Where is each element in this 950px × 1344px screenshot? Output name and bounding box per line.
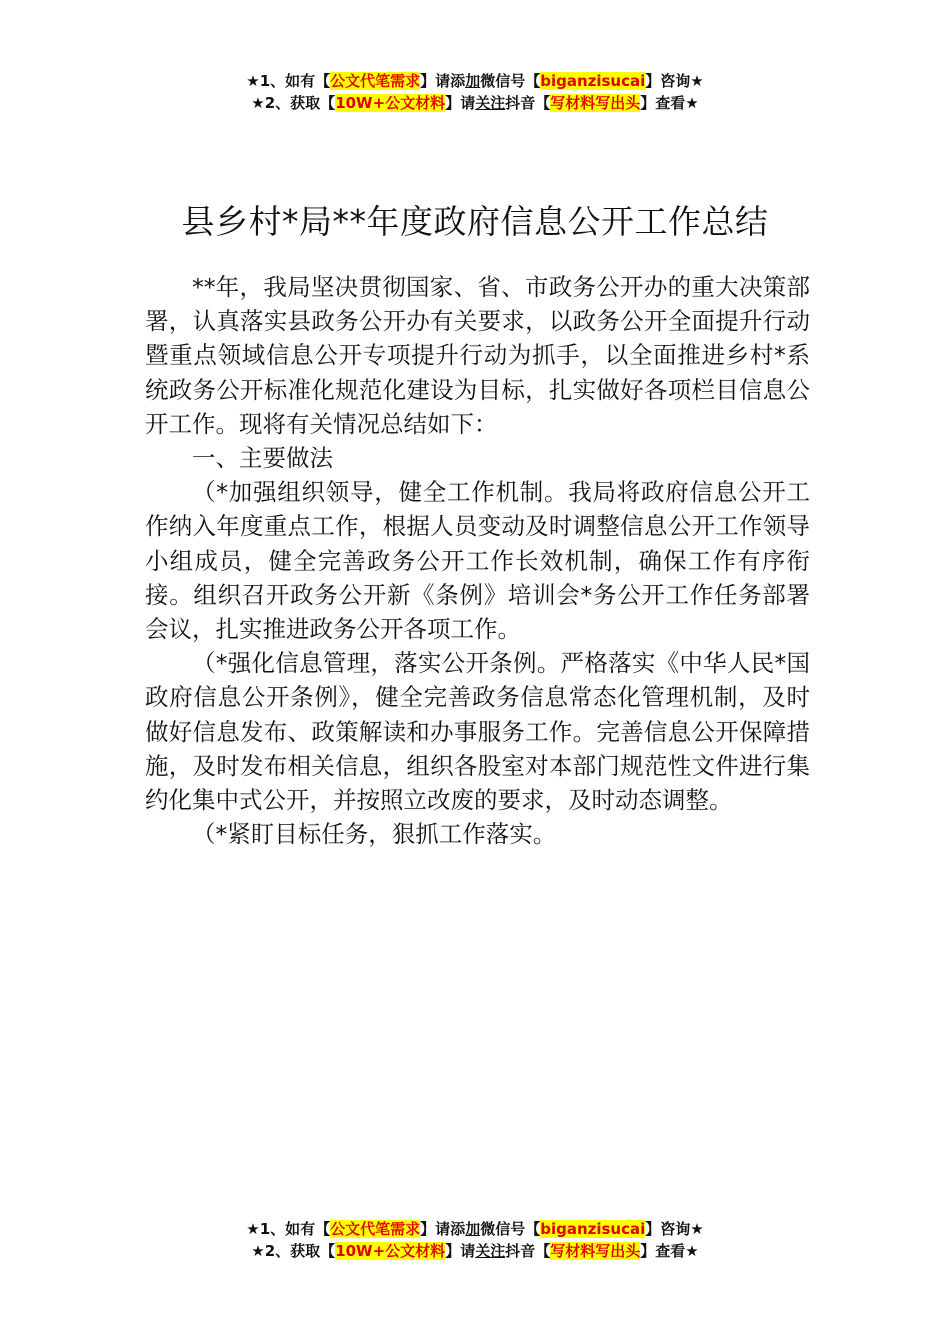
banner-text: ★1、如有【 [246, 72, 331, 90]
banner-text: 微信号【 [480, 72, 541, 90]
body-paragraph: （*加强组织领导，健全工作机制。我局将政府信息公开工作纳入年度重点工作，根据人员变动及时调整信息公开工作领导小组成员，健全完善政务公开工作长效机制，确保工作有序衔接。组织召开政务公开新《条例》培训会*务公开工作任务部署会议，扎实推进政务公开各项工作。 [145, 478, 810, 644]
section-heading: 一、主要做法 [192, 444, 333, 473]
banner-text: ★2、获取【 [251, 94, 336, 112]
banner-text: 】请添 [420, 72, 466, 90]
banner-emphasis: 关注 [475, 1242, 506, 1260]
banner-highlight: 公文代笔需求 [330, 1220, 421, 1238]
banner-text: 】查看★ [640, 1242, 699, 1260]
banner-highlight: 10W+公文材料 [335, 94, 446, 112]
banner-text: 】请 [445, 94, 476, 112]
banner-line-2 [0, 92, 950, 114]
banner-emphasis: 关注 [475, 94, 506, 112]
banner-line-1 [0, 1218, 950, 1240]
banner-emphasis: 加 [465, 1220, 481, 1238]
document-title: 县乡村*局**年度政府信息公开工作总结 [181, 202, 769, 242]
header-banner [0, 70, 950, 114]
banner-emphasis: 加 [465, 72, 481, 90]
document-body [145, 270, 810, 851]
banner-text: 】请 [445, 1242, 476, 1260]
banner-text: 】咨询★ [645, 1220, 704, 1238]
banner-highlight: biganzisucai [540, 72, 646, 90]
banner-text: 】请添 [420, 1220, 466, 1238]
banner-text: 】咨询★ [645, 72, 704, 90]
body-paragraph: （*紧盯目标任务，狠抓工作落实。 [192, 820, 557, 849]
banner-line-1 [0, 70, 950, 92]
banner-text: 抖音【 [505, 94, 551, 112]
banner-line-2 [0, 1240, 950, 1262]
banner-highlight: 10W+公文材料 [335, 1242, 446, 1260]
intro-paragraph: **年，我局坚决贯彻国家、省、市政务公开办的重大决策部署，认真落实县政务公开办有关要求，以政务公开全面提升行动暨重点领域信息公开专项提升行动为抓手，以全面推进乡村*系统政务公开标准化规范化建设为目标，扎实做好各项栏目信息公开工作。现将有关情况总结如下： [145, 273, 810, 438]
banner-highlight: 公文代笔需求 [330, 72, 421, 90]
banner-text: ★1、如有【 [246, 1220, 331, 1238]
footer-banner [0, 1218, 950, 1262]
banner-highlight: 写材料写出头 [550, 1242, 641, 1260]
banner-highlight: 写材料写出头 [550, 94, 641, 112]
banner-highlight: biganzisucai [540, 1220, 646, 1238]
body-paragraph: （*强化信息管理，落实公开条例。严格落实《中华人民*国政府信息公开条例》，健全完善政务信息常态化管理机制，及时做好信息发布、政策解读和办事服务工作。完善信息公开保障措施，及时发布相关信息，组织各股室对本部门规范性文件进行集约化集中式公开，并按照立改废的要求，及时动态调整。 [145, 649, 810, 815]
banner-text: ★2、获取【 [251, 1242, 336, 1260]
banner-text: 】查看★ [640, 94, 699, 112]
banner-text: 抖音【 [505, 1242, 551, 1260]
banner-text: 微信号【 [480, 1220, 541, 1238]
